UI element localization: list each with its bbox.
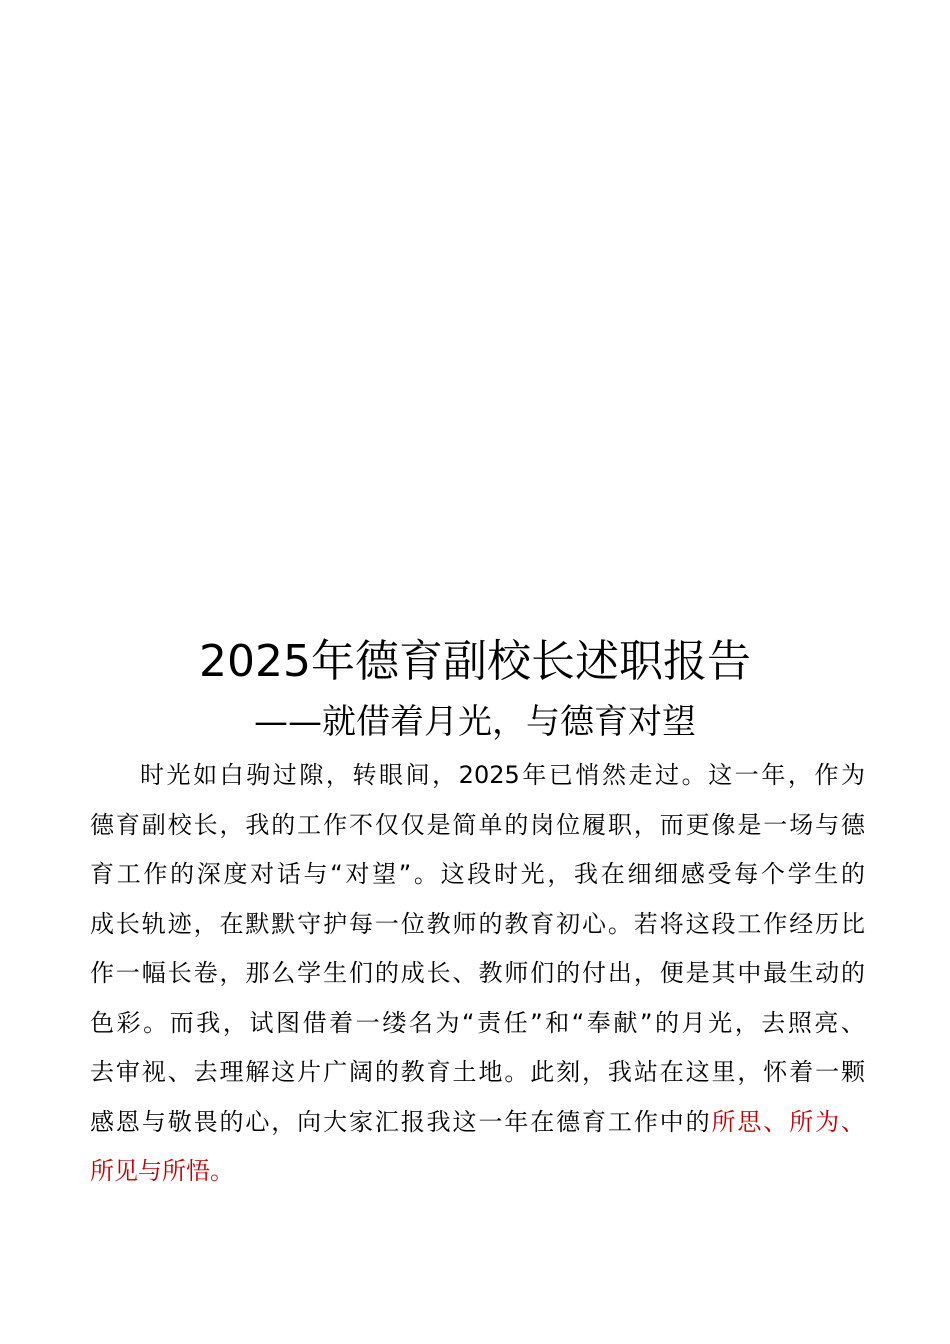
paragraph-line: 成长轨迹，在默默守护每一位教师的教育初心。若将这段工作经历比 [90,909,865,938]
paragraph-line [90,1098,865,1148]
paragraph-line: 育工作的深度对话与“对望”。这段时光，我在细细感受每个学生的 [90,860,865,888]
paragraph-line: 时光如白驹过隙，转眼间，2025年已悄然走过。这一年，作为 [140,761,865,789]
paragraph-line: 作一幅长卷，那么学生们的成长、教师们的付出，便是其中最生动的 [90,959,865,987]
paragraph-text: 感恩与敬畏的心，向大家汇报我这一年在德育工作中的 [90,1107,712,1136]
highlighted-text: 所思、所为、 [711,1107,865,1136]
paragraph-line [90,1147,865,1197]
paragraph-line: 去审视、去理解这片广阔的教育土地。此刻，我站在这里，怀着一颗 [90,1058,865,1086]
intro-paragraph [90,751,865,1197]
paragraph-line: 德育副校长，我的工作不仅仅是简单的岗位履职，而更像是一场与德 [90,810,865,839]
highlighted-text: 所见与所悟。 [90,1157,234,1185]
document-title: 2025年德育副校长述职报告 [199,636,751,687]
document-subtitle: ——就借着月光，与德育对望 [254,702,696,742]
paragraph-line: 色彩。而我，试图借着一缕名为“责任”和“奉献”的月光，去照亮、 [90,1008,865,1037]
